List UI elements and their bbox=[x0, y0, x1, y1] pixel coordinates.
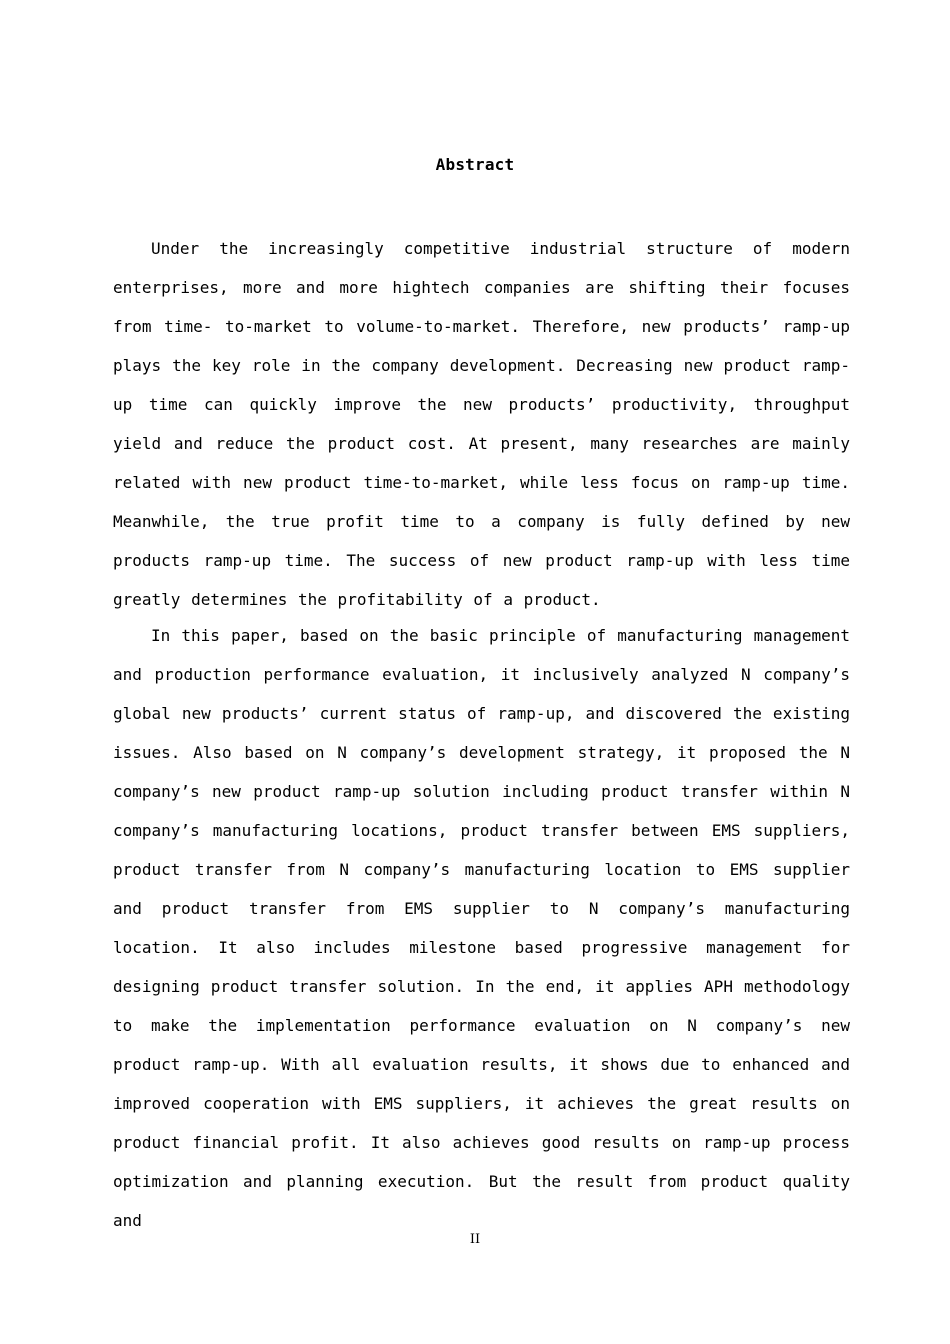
abstract-paragraph-2: In this paper, based on the basic principle of manufacturing management and production performance evaluation, it inclusively analyzed N company’s global new products’ current status of ramp-up, and discovered the existing issues. Also based on N company’s development strategy, it proposed the N company’s new product ramp-up solution including product transfer within N company’s manufacturing locations, product transfer between EMS suppliers, product transfer from N company’s manufacturing location to EMS supplier and product transfer from EMS supplier to N company’s manufacturing location. It also includes milestone based progressive management for designing product transfer solution. In the end, it applies APH methodology to make the implementation performance evaluation on N company’s new product ramp-up. With all evaluation results, it shows due to enhanced and improved cooperation with EMS suppliers, it achieves the great results on product financial profit. It also achieves good results on ramp-up process optimization and planning execution. But the result from product quality and bbox=[113, 626, 850, 1230]
abstract-heading: Abstract bbox=[435, 155, 515, 174]
abstract-body bbox=[113, 229, 850, 1240]
page-number: II bbox=[469, 1232, 481, 1247]
abstract-paragraph-1: Under the increasingly competitive industrial structure of modern enterprises, more and more hightech companies are shifting their focuses from time- to-market to volume-to-market. Therefore, new products’ ramp-up plays the key role in the company development. Decreasing new product ramp-up time can quickly improve the new products’ productivity, throughput yield and reduce the product cost. At present, many researches are mainly related with new product time-to-market, while less focus on ramp-up time. Meanwhile, the true profit time to a company is fully defined by new products ramp-up time. The success of new product ramp-up with less time greatly determines the profitability of a product. bbox=[113, 239, 850, 609]
